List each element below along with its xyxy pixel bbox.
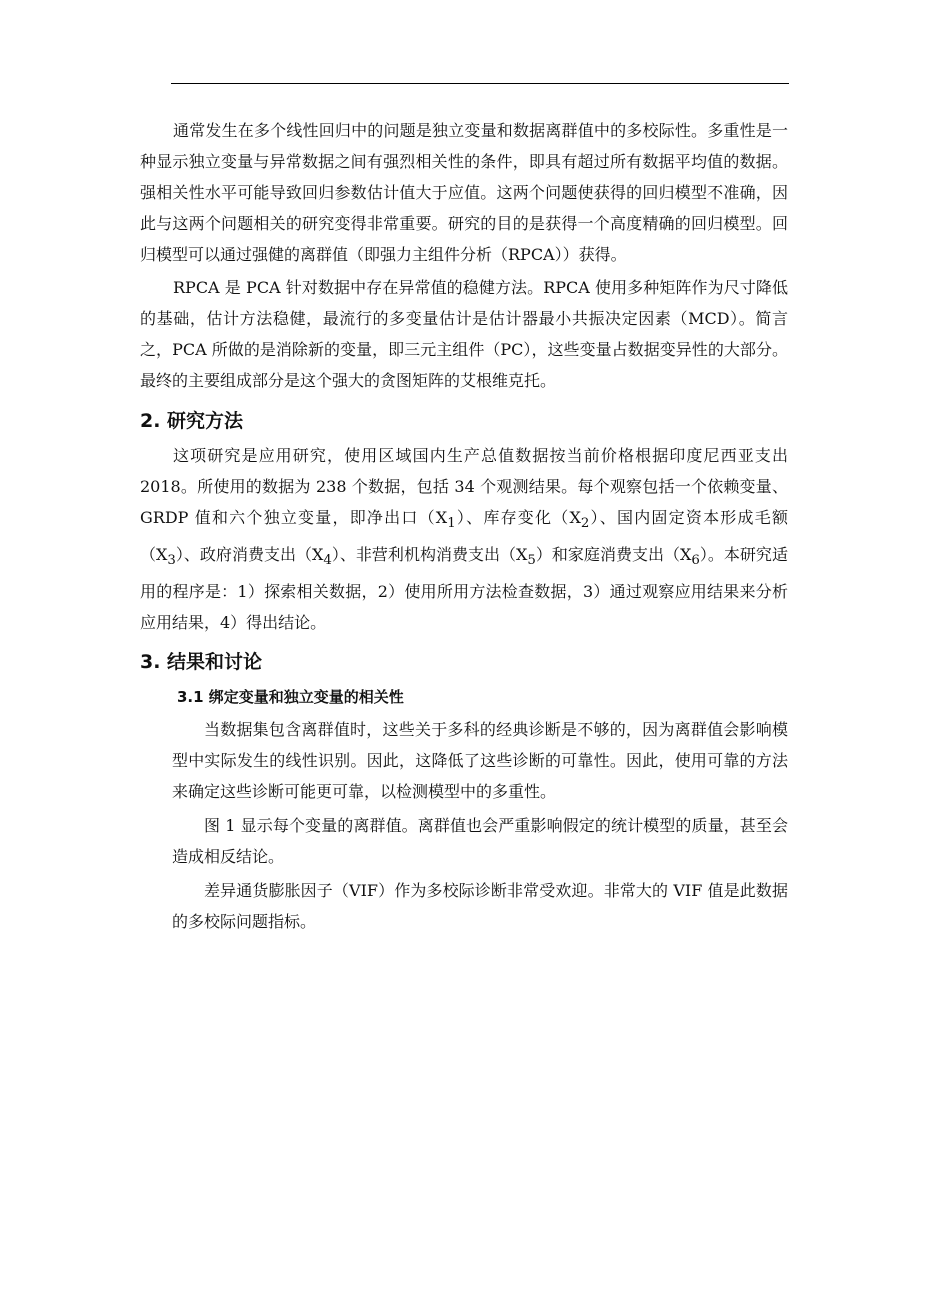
paragraph-methods: 这项研究是应用研究，使用区域国内生产总值数据按当前价格根据印度尼西亚支出 2018。所使用的数据为 238 个数据，包括 34 个观测结果。每个观察包括一个依赖变量、GRDP 值和六个独立变量，即净出口$(X_1)$、库存变化$(X_2)$、国内固定资本形成毛额$(X_3)$、政府消费支出$(X_4)$、非营利机构消费支出$(X_5)$和家庭消费支出$(X_6)$。本研究适用的程序是：1）探索相关数据，2）使用所用方法检查数据，3）通过观察应用结果来分析应用结果，4）得出结论。 — [140, 446, 788, 633]
paragraph-outlier-diagnostics: 当数据集包含离群值时，这些关于多科的经典诊断是不够的，因为离群值会影响模型中实际发生的线性识别。因此，这降低了这些诊断的可靠性。因此，使用可靠的方法来确定这些诊断可能更可靠，以检测模型中的多重性。 — [172, 720, 788, 802]
header-rule — [171, 83, 789, 84]
section-heading-results: 3. 结果和讨论 — [140, 651, 263, 674]
paragraph-multicollinearity: 通常发生在多个线性回归中的问题是独立变量和数据离群值中的多校际性。多重性是一种显示独立变量与异常数据之间有强烈相关性的条件，即具有超过所有数据平均值的数据。强相关性水平可能导致回归参数估计值大于应值。这两个问题使获得的回归模型不准确，因此与这两个问题相关的研究变得非常重要。研究的目的是获得一个高度精确的回归模型。回归模型可以通过强健的离群值（即强力主组件分析（RPCA））获得。 — [140, 121, 788, 264]
paragraph-figure1: 图 1 显示每个变量的离群值。离群值也会严重影响假定的统计模型的质量，甚至会造成相反结论。 — [172, 816, 788, 867]
paragraph-rpca: RPCA 是 PCA 针对数据中存在异常值的稳健方法。RPCA 使用多种矩阵作为尺寸降低的基础，估计方法稳健，最流行的多变量估计是估计器最小共振决定因素（MCD）。简言之，PCA 所做的是消除新的变量，即三元主组件（PC），这些变量占数据变异性的大部分。最终的主要组成部分是这个强大的贪图矩阵的艾根维克托。 — [140, 278, 788, 390]
paragraph-vif: 差异通货膨胀因子（VIF）作为多校际诊断非常受欢迎。非常大的 VIF 值是此数据的多校际问题指标。 — [172, 881, 788, 932]
subsection-heading-correlation: 3.1 绑定变量和独立变量的相关性 — [177, 688, 404, 707]
section-heading-methods: 2. 研究方法 — [140, 410, 244, 432]
subsection-body — [172, 714, 788, 937]
document-body — [140, 113, 788, 937]
